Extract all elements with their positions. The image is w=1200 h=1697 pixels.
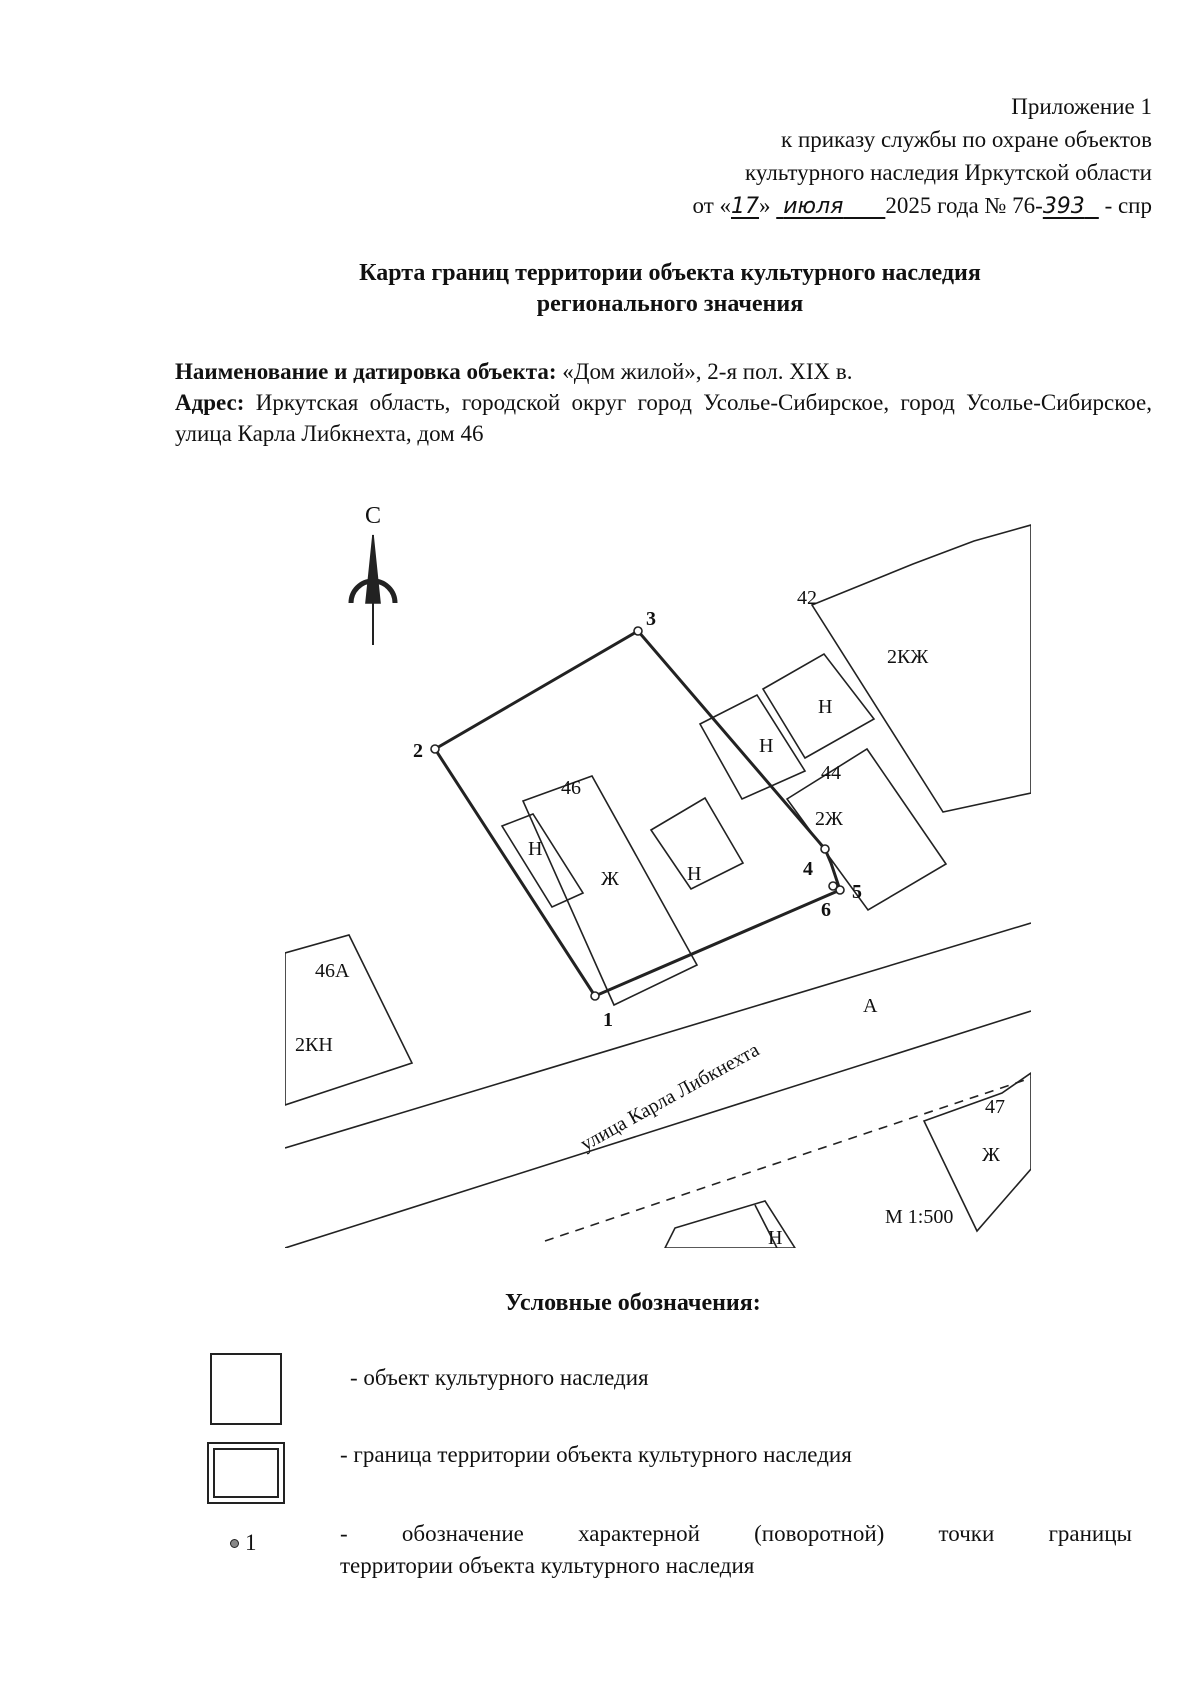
b46a-num: 46А bbox=[315, 960, 350, 982]
heritage-type: Ж bbox=[601, 868, 619, 890]
street-code: А bbox=[863, 995, 878, 1017]
address-value: Иркутская область, городской округ город Усолье-Сибирское, город Усолье-Сибирское, улица Карла Либкнехта, дом 46 bbox=[175, 390, 1152, 446]
b42-type: 2КЖ bbox=[887, 646, 929, 668]
legend-item-turning-point-cont: территории объекта культурного наследия bbox=[340, 1553, 755, 1578]
b47-num: 47 bbox=[985, 1096, 1005, 1118]
title-line2: регионального значения bbox=[536, 291, 804, 317]
north-label: С bbox=[364, 503, 382, 529]
address-label: Адрес: bbox=[175, 390, 245, 415]
date-month bbox=[776, 194, 885, 219]
object-name bbox=[175, 356, 1152, 387]
object-address bbox=[175, 387, 1152, 449]
name-value: «Дом жилой», 2-я пол. XIX в. bbox=[562, 359, 853, 384]
appendix-line2: к приказу службы по охране объектов bbox=[781, 127, 1152, 152]
heritage-num: 46 bbox=[561, 777, 581, 799]
legend-item-territory-boundary: - граница территории объекта культурного наследия bbox=[340, 1442, 852, 1467]
turning-point-label-6: 6 bbox=[821, 899, 831, 921]
b47-type: Ж bbox=[982, 1144, 1000, 1166]
title-line1: Карта границ территории объекта культурного наследия bbox=[359, 260, 981, 286]
turning-point-label-3: 3 bbox=[646, 608, 656, 630]
document-title bbox=[0, 258, 1200, 320]
turning-point-label-5: 5 bbox=[852, 881, 862, 903]
turning-point-1 bbox=[591, 992, 599, 1000]
appendix-header bbox=[693, 90, 1153, 223]
date-mid: » bbox=[759, 193, 771, 218]
annex-top-left-label: Н bbox=[759, 735, 774, 757]
order-date-line bbox=[693, 189, 1153, 223]
order-suffix: - спр bbox=[1104, 193, 1152, 218]
annex-top-right-label: Н bbox=[818, 696, 833, 718]
legend-title: Условные обозначения: bbox=[505, 1290, 761, 1316]
legend-swatch-heritage-object bbox=[210, 1353, 282, 1425]
annex-bottom-label: Н bbox=[768, 1227, 783, 1248]
order-number-text: 393 bbox=[1042, 194, 1085, 219]
turning-point-4 bbox=[821, 845, 829, 853]
appendix-line1: Приложение 1 bbox=[1011, 94, 1152, 119]
heritage-annex-left bbox=[502, 814, 583, 907]
turning-point-label-1: 1 bbox=[603, 1009, 613, 1031]
name-label: Наименование и датировка объекта: bbox=[175, 359, 557, 384]
legend-swatch-territory-boundary bbox=[207, 1442, 285, 1504]
appendix-line3: культурного наследия Иркутской области bbox=[745, 160, 1152, 185]
annex-top-left bbox=[700, 695, 805, 799]
b46a-type: 2КН bbox=[295, 1034, 333, 1056]
turning-point-6 bbox=[829, 882, 837, 890]
turning-point-label-2: 2 bbox=[413, 740, 423, 762]
legend-item-heritage-object: - объект культурного наследия bbox=[350, 1365, 649, 1390]
street-dashed-line bbox=[545, 1078, 1031, 1241]
object-meta bbox=[175, 356, 1152, 449]
turning-point-label-4: 4 bbox=[803, 858, 813, 880]
legend-point-sample: 1 bbox=[245, 1530, 257, 1555]
date-year: 2025 года № 76- bbox=[885, 193, 1043, 218]
turning-point-icon bbox=[230, 1539, 239, 1548]
heritage-annex-right-label: Н bbox=[687, 863, 702, 885]
b42-num: 42 bbox=[797, 587, 817, 609]
legend-item-turning-point: - обозначение характерной (поворотной) точки границы bbox=[340, 1521, 1132, 1546]
street-name: улица Карла Либкнехта bbox=[576, 1038, 764, 1156]
turning-point-2 bbox=[431, 745, 439, 753]
date-day: 17 bbox=[731, 194, 759, 219]
date-prefix: от « bbox=[692, 193, 731, 218]
date-month-text: июля bbox=[783, 194, 844, 219]
north-arrow bbox=[351, 535, 395, 645]
building-42 bbox=[812, 525, 1031, 812]
legend-swatch-turning-point bbox=[230, 1530, 257, 1556]
map-scale: М 1:500 bbox=[885, 1206, 954, 1228]
building-44 bbox=[787, 749, 946, 910]
b44-type: 2Ж bbox=[815, 808, 843, 830]
turning-point-3 bbox=[634, 627, 642, 635]
heritage-annex-left-label: Н bbox=[528, 838, 543, 860]
boundary-map bbox=[285, 483, 1031, 1248]
territory-boundary bbox=[435, 631, 840, 996]
b44-num: 44 bbox=[821, 762, 841, 784]
order-number bbox=[1043, 194, 1099, 219]
heritage-building-46 bbox=[523, 776, 697, 1005]
